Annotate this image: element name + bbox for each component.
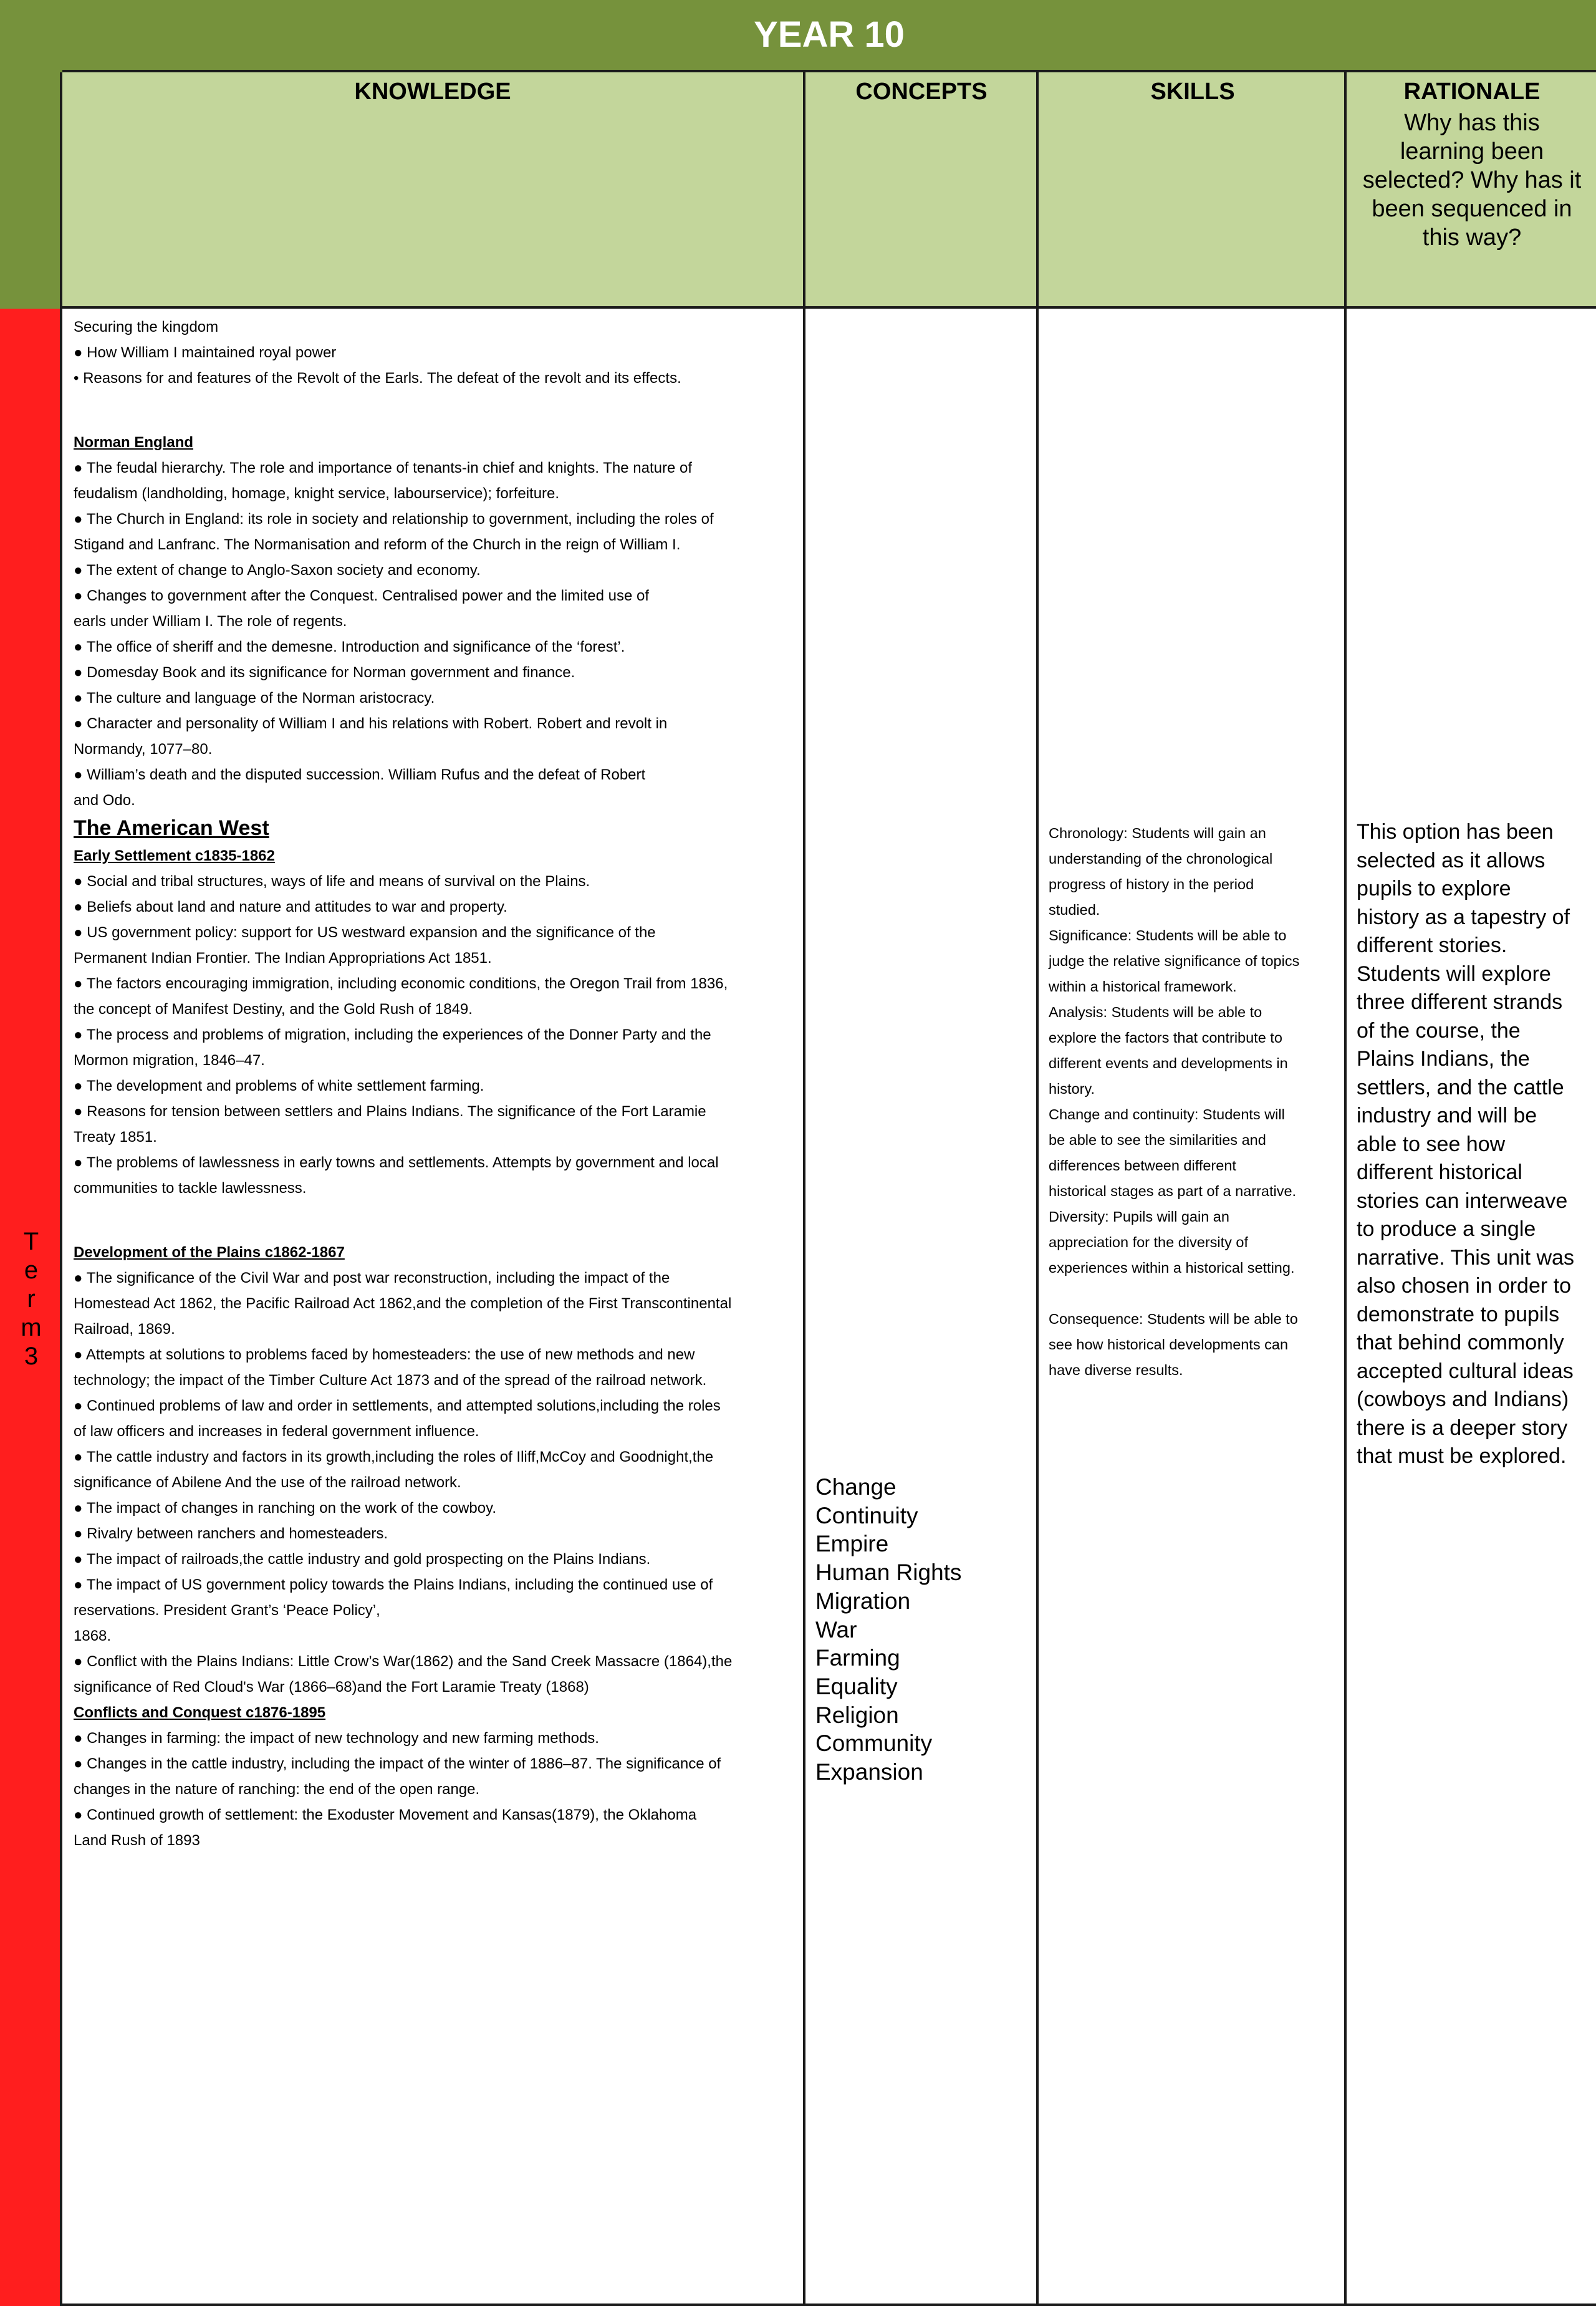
skills-consequence-list	[1049, 1306, 1342, 1383]
grid-line-concepts-skills	[1036, 72, 1039, 2306]
term-label-letter: 3	[24, 1343, 39, 1370]
knowledge-line: ● The feudal hierarchy. The role and importance of tenants-in chief and knights. The nature of	[74, 460, 692, 476]
knowledge-line: • Reasons for and features of the Revolt of the Earls. The defeat of the revolt and its effects.	[74, 370, 681, 387]
concepts-cell	[815, 1473, 1040, 1787]
rationale-question-4: this way?	[1422, 224, 1522, 251]
concepts-header	[805, 72, 1037, 306]
knowledge-line: ● Social and tribal structures, ways of life and means of survival on the Plains.	[74, 873, 590, 890]
concept-item: Community	[815, 1730, 933, 1757]
rationale-line: that behind commonly	[1357, 1331, 1564, 1354]
knowledge-line: reservations. President Grant’s ‘Peace Policy’,	[74, 1602, 380, 1619]
rationale-line: to produce a single	[1357, 1217, 1536, 1241]
left-header-strip	[0, 0, 62, 309]
rationale-line: Plains Indians, the	[1357, 1047, 1530, 1071]
skills-line: different events and developments in	[1049, 1055, 1288, 1071]
title-bar	[62, 0, 1596, 72]
skills-line: progress of history in the period	[1049, 876, 1254, 892]
rationale-question-0: Why has this	[1404, 110, 1540, 136]
rationale-header	[1348, 72, 1596, 306]
skills-cell	[1049, 821, 1342, 1383]
knowledge-line: ● The impact of railroads,the cattle industry and gold prospecting on the Plains Indians.	[74, 1551, 651, 1568]
knowledge-line: ● The office of sheriff and the demesne. Introduction and significance of the ‘forest’.	[74, 639, 625, 655]
knowledge-line: ● The culture and language of the Norman aristocracy.	[74, 690, 435, 707]
knowledge-line: ● Beliefs about land and nature and attitudes to war and property.	[74, 899, 507, 915]
rationale-line: This option has been	[1357, 820, 1554, 844]
early-settlement-list	[74, 869, 791, 1201]
concepts-header-label: CONCEPTS	[855, 79, 988, 105]
rationale-line: three different strands	[1357, 990, 1563, 1014]
knowledge-line: significance of Red Cloud's War (1866–68)and the Fort Laramie Treaty (1868)	[74, 1679, 589, 1696]
grid-line-skills-rationale	[1344, 72, 1347, 2306]
knowledge-line: Permanent Indian Frontier. The Indian Appropriations Act 1851.	[74, 950, 492, 967]
knowledge-line: ● The impact of changes in ranching on the work of the cowboy.	[74, 1500, 496, 1517]
knowledge-line: Railroad, 1869.	[74, 1321, 175, 1338]
knowledge-line: and Odo.	[74, 792, 135, 809]
spacer	[74, 1201, 791, 1240]
concept-item: Equality	[815, 1673, 898, 1699]
knowledge-line: earls under William I. The role of regents.	[74, 613, 347, 630]
knowledge-line: ● The development and problems of white settlement farming.	[74, 1078, 484, 1094]
conflicts-list	[74, 1725, 791, 1853]
norman-england-heading: Norman England	[74, 434, 194, 451]
early-settlement-heading: Early Settlement c1835-1862	[74, 847, 275, 864]
skills-line: Analysis: Students will be able to	[1049, 1004, 1262, 1020]
skills-line: judge the relative significance of topics	[1049, 953, 1300, 969]
knowledge-line: ● Changes in farming: the impact of new technology and new farming methods.	[74, 1730, 599, 1747]
knowledge-line: technology; the impact of the Timber Culture Act 1873 and of the spread of the railroad network.	[74, 1372, 707, 1389]
rationale-question-3: been sequenced in	[1372, 196, 1572, 222]
rationale-line: accepted cultural ideas	[1357, 1359, 1574, 1383]
knowledge-line: changes in the nature of ranching: the end of the open range.	[74, 1781, 480, 1798]
knowledge-line: ● Attempts at solutions to problems faced by homesteaders: the use of new methods and new	[74, 1346, 695, 1363]
knowledge-line: ● Rivalry between ranchers and homesteaders.	[74, 1525, 388, 1542]
skills-header	[1040, 72, 1345, 306]
spacer	[1049, 1281, 1342, 1306]
skills-line: within a historical framework.	[1049, 978, 1237, 995]
american-west-heading: The American West	[74, 816, 269, 840]
knowledge-line: ● Character and personality of William I and his relations with Robert. Robert and revolt in	[74, 715, 668, 732]
term-label-letter: T	[23, 1228, 39, 1255]
skills-line: differences between different	[1049, 1157, 1236, 1174]
development-heading: Development of the Plains c1862-1867	[74, 1244, 345, 1261]
grid-line-knowledge-concepts	[803, 72, 805, 2306]
term-label-letter: m	[21, 1314, 42, 1341]
skills-header-label: SKILLS	[1150, 79, 1235, 105]
knowledge-line: ● The factors encouraging immigration, including economic conditions, the Oregon Trail from 1836,	[74, 975, 728, 992]
knowledge-line: ● Reasons for tension between settlers and Plains Indians. The significance of the Fort Laramie	[74, 1103, 706, 1120]
knowledge-line: ● Continued growth of settlement: the Exoduster Movement and Kansas(1879), the Oklahoma	[74, 1807, 697, 1823]
knowledge-line: Securing the kingdom	[74, 319, 219, 335]
rationale-line: different stories.	[1357, 933, 1507, 957]
knowledge-line: 1868.	[74, 1628, 112, 1644]
knowledge-line: ● The cattle industry and factors in its growth,including the roles of Iliff,McCoy and Goodnight,the	[74, 1449, 714, 1465]
concept-item: Expansion	[815, 1759, 923, 1785]
knowledge-header	[62, 72, 803, 306]
column-header-row	[62, 72, 1596, 309]
grid-line-left	[60, 72, 62, 2306]
knowledge-line: ● Changes in the cattle industry, including the impact of the winter of 1886–87. The significance of	[74, 1755, 721, 1772]
knowledge-line: ● William’s death and the disputed succession. William Rufus and the defeat of Robert	[74, 766, 646, 783]
rationale-line: demonstrate to pupils	[1357, 1302, 1560, 1326]
rationale-line: settlers, and the cattle	[1357, 1075, 1564, 1099]
rationale-line: (cowboys and Indians)	[1357, 1387, 1569, 1411]
knowledge-line: ● The Church in England: its role in society and relationship to government, including the roles of	[74, 511, 714, 528]
knowledge-line: Stigand and Lanfranc. The Normanisation and reform of the Church in the reign of William I.	[74, 536, 681, 553]
norman-england-list	[74, 455, 791, 813]
rationale-header-label: RATIONALE	[1403, 79, 1541, 105]
rationale-line: industry and will be	[1357, 1104, 1537, 1127]
rationale-question-1: learning been	[1400, 138, 1544, 165]
development-list	[74, 1265, 791, 1700]
knowledge-line: ● Continued problems of law and order in settlements, and attempted solutions,including the roles	[74, 1397, 721, 1414]
rationale-line: Students will explore	[1357, 962, 1551, 986]
skills-line: explore the factors that contribute to	[1049, 1030, 1282, 1046]
skills-line: understanding of the chronological	[1049, 851, 1273, 867]
rationale-line: able to see how	[1357, 1132, 1506, 1156]
concept-item: Religion	[815, 1702, 899, 1728]
skills-line: Significance: Students will be able to	[1049, 927, 1287, 943]
rationale-line: of the course, the	[1357, 1018, 1521, 1043]
skills-line: studied.	[1049, 902, 1100, 918]
knowledge-line: significance of Abilene And the use of the railroad network.	[74, 1474, 461, 1491]
grid-line-bottom	[62, 2304, 1596, 2306]
knowledge-line: ● The impact of US government policy towards the Plains Indians, including the continued use of	[74, 1576, 713, 1593]
knowledge-line: communities to tackle lawlessness.	[74, 1180, 307, 1197]
skills-line: have diverse results.	[1049, 1362, 1183, 1378]
concept-item: War	[815, 1616, 857, 1643]
rationale-cell	[1357, 818, 1594, 1471]
skills-line: see how historical developments can	[1049, 1336, 1289, 1353]
spacer	[74, 391, 791, 430]
rationale-line: stories can interweave	[1357, 1189, 1568, 1213]
skills-line: Consequence: Students will be able to	[1049, 1311, 1298, 1327]
knowledge-line: Normandy, 1077–80.	[74, 741, 213, 758]
rationale-line: that must be explored.	[1357, 1444, 1567, 1468]
knowledge-line: ● The significance of the Civil War and post war reconstruction, including the impact of the	[74, 1270, 670, 1286]
knowledge-line: ● The extent of change to Anglo-Saxon society and economy.	[74, 562, 481, 579]
knowledge-line: ● The problems of lawlessness in early towns and settlements. Attempts by government and local	[74, 1154, 719, 1171]
rationale-line: pupils to explore	[1357, 877, 1511, 900]
skills-line: history.	[1049, 1081, 1095, 1097]
knowledge-line: the concept of Manifest Destiny, and the Gold Rush of 1849.	[74, 1001, 473, 1018]
concept-item: Change	[815, 1474, 897, 1500]
term-label-letter: e	[24, 1257, 39, 1284]
knowledge-line: Treaty 1851.	[74, 1129, 157, 1146]
knowledge-line: Homestead Act 1862, the Pacific Railroad Act 1862,and the completion of the First Transcontinental	[74, 1295, 732, 1312]
knowledge-line: ● The process and problems of migration, including the experiences of the Donner Party and the	[74, 1026, 711, 1043]
skills-main-list	[1049, 821, 1342, 1281]
skills-line: historical stages as part of a narrative.	[1049, 1183, 1297, 1199]
knowledge-line: ● Changes to government after the Conquest. Centralised power and the limited use of	[74, 587, 650, 604]
knowledge-line: Mormon migration, 1846–47.	[74, 1052, 265, 1069]
skills-line: Chronology: Students will gain an	[1049, 825, 1266, 841]
knowledge-header-label: KNOWLEDGE	[354, 79, 511, 105]
rationale-line: narrative. This unit was	[1357, 1245, 1574, 1270]
skills-line: appreciation for the diversity of	[1049, 1234, 1249, 1250]
knowledge-line: ● Conflict with the Plains Indians: Little Crow’s War(1862) and the Sand Creek Massacre (1864),the	[74, 1653, 733, 1670]
concept-item: Human Rights	[815, 1560, 962, 1586]
concept-item: Continuity	[815, 1502, 918, 1528]
skills-line: be able to see the similarities and	[1049, 1132, 1266, 1148]
rationale-line: different historical	[1357, 1160, 1522, 1184]
concept-item: Farming	[815, 1645, 900, 1671]
conflicts-heading: Conflicts and Conquest c1876-1895	[74, 1704, 326, 1721]
rationale-line: there is a deeper story	[1357, 1416, 1568, 1440]
knowledge-line: ● Domesday Book and its significance for Norman government and finance.	[74, 664, 575, 681]
skills-line: experiences within a historical setting.	[1049, 1260, 1295, 1276]
term-label-letter: r	[27, 1285, 36, 1313]
rationale-line: history as a tapestry of	[1357, 905, 1570, 929]
knowledge-line: ● How William I maintained royal power	[74, 344, 337, 361]
knowledge-line: ● US government policy: support for US westward expansion and the significance of the	[74, 924, 656, 941]
skills-line: Change and continuity: Students will	[1049, 1106, 1285, 1122]
knowledge-line: Land Rush of 1893	[74, 1832, 200, 1849]
concept-item: Migration	[815, 1588, 911, 1614]
knowledge-line: of law officers and increases in federal government influence.	[74, 1423, 479, 1440]
rationale-line: also chosen in order to	[1357, 1274, 1571, 1298]
rationale-line: selected as it allows	[1357, 848, 1546, 872]
knowledge-cell	[74, 314, 791, 1853]
skills-line: Diversity: Pupils will gain an	[1049, 1208, 1229, 1225]
concept-item: Empire	[815, 1531, 889, 1557]
knowledge-line: feudalism (landholding, homage, knight service, labourservice); forfeiture.	[74, 485, 560, 502]
term-label	[0, 1227, 62, 1371]
page-title: YEAR 10	[754, 14, 905, 55]
rationale-question-2: selected? Why has it	[1362, 167, 1582, 193]
